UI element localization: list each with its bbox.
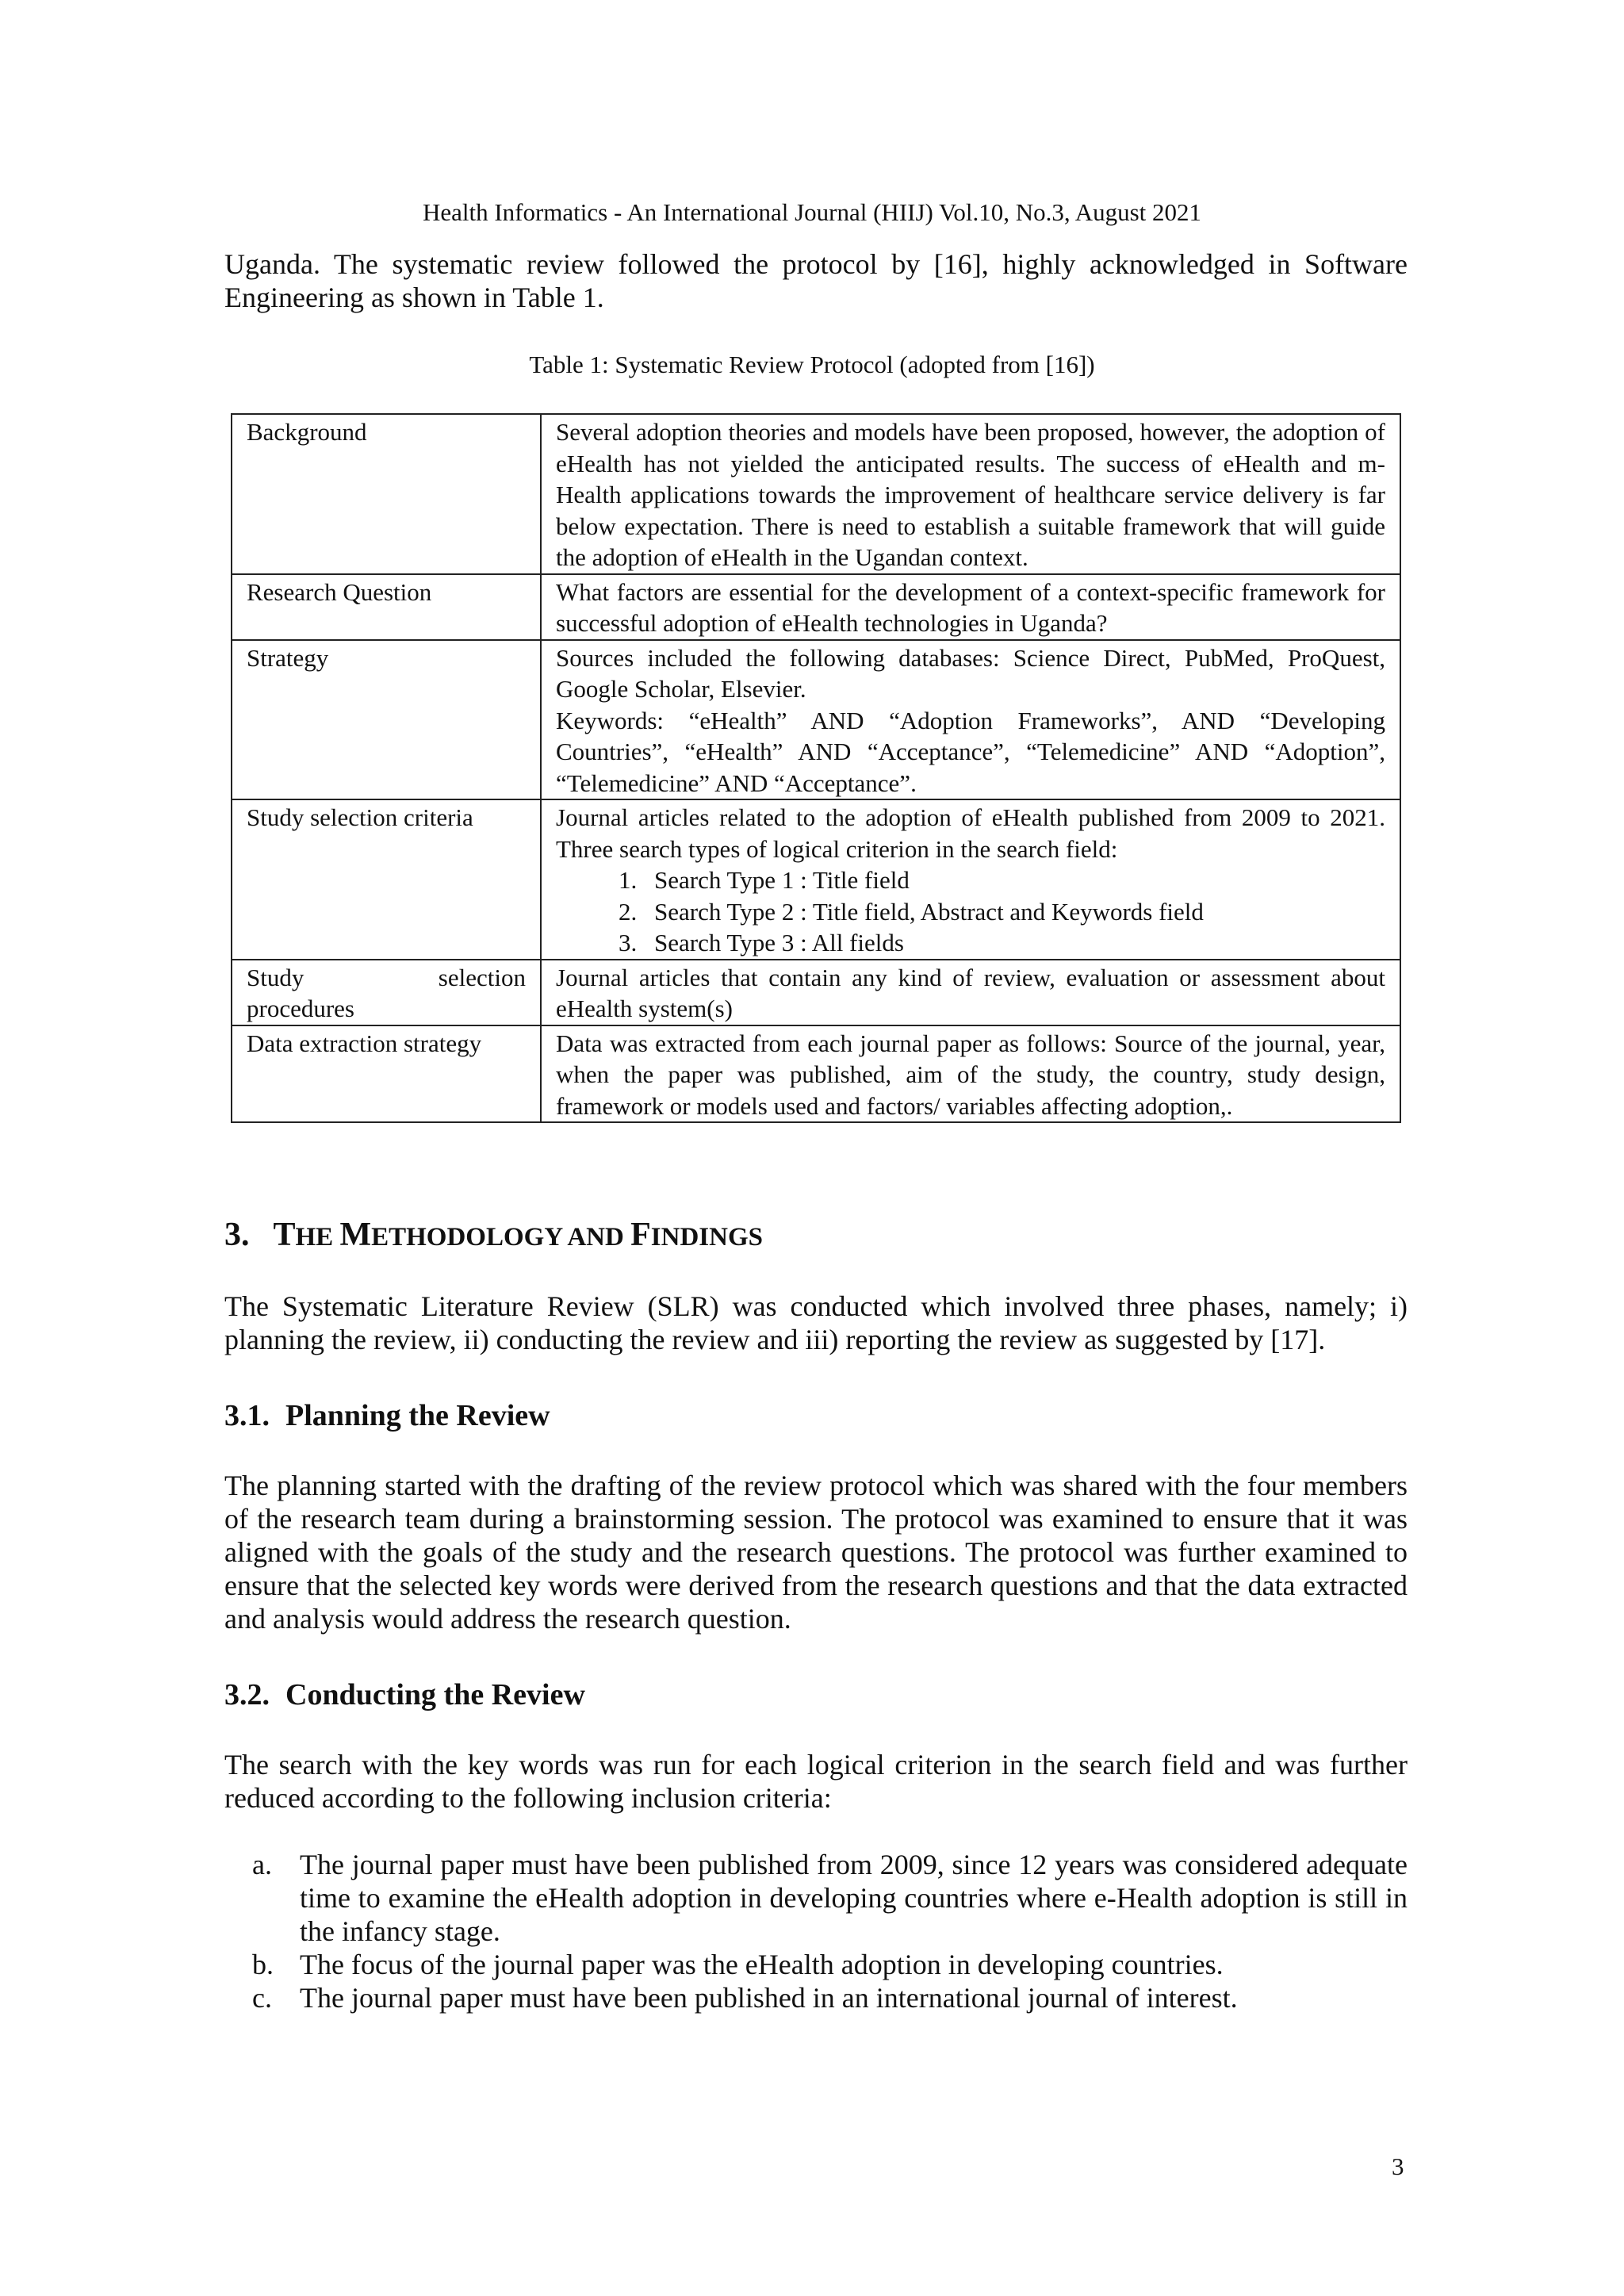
table-row — [232, 640, 1400, 800]
list-item: 2. Search Type 2 : Title field, Abstract and Keywords field — [643, 896, 1385, 928]
planning-paragraph: The planning started with the drafting of the review protocol which was shared with the four members of the research team during a brainstorming session. The protocol was examined to ensure that it was aligned with the goals of the study and the research questions. The protocol was further examined to ensure that the selected key words were derived from the research questions and that the data extracted and analysis would address the research question. — [224, 1470, 1408, 1635]
row-text: Several adoption theories and models have been proposed, however, the adoption of eHealth has not yielded the anticipated results. The success of eHealth and m-Health applications towards the improvement of healthcare service delivery is far below expectation. There is need to establish a suitable framework that will guide the adoption of eHealth in the Ugandan context. — [541, 414, 1400, 574]
list-item — [252, 1948, 1408, 1981]
row-label: Research Question — [232, 574, 541, 640]
table-row — [232, 960, 1400, 1025]
row-text: Journal articles that contain any kind of review, evaluation or assessment about eHealth system(s) — [541, 960, 1400, 1025]
subsection-title: Conducting the Review — [285, 1678, 585, 1711]
row-label-line: procedures — [247, 995, 354, 1022]
table-caption: Table 1: Systematic Review Protocol (adopted from [16]) — [529, 351, 1095, 378]
row-text: Journal articles related to the adoption of eHealth published from 2009 to 2021. Three search types of logical criterion in the search field: — [556, 803, 1385, 863]
list-marker: c. — [252, 1982, 272, 2014]
heading-small-caps: INDINGS — [650, 1223, 763, 1251]
list-marker: a. — [252, 1849, 272, 1880]
row-cell — [541, 799, 1400, 960]
table-row — [232, 414, 1400, 574]
row-label: Strategy — [232, 640, 541, 800]
subsection-number: 3.1. — [224, 1399, 270, 1432]
section-number: 3. — [224, 1217, 250, 1253]
row-text: What factors are essential for the development of a context-specific framework for successful adoption of eHealth technologies in Uganda? — [541, 574, 1400, 640]
list-item: 3. Search Type 3 : All fields — [643, 927, 1385, 959]
page-number: 3 — [1392, 2152, 1404, 2180]
methodology-paragraph: The Systematic Literature Review (SLR) was conducted which involved three phases, namely; i) planning the review, ii) conducting the review and iii) reporting the review as suggested by [17]. — [224, 1290, 1408, 1355]
protocol-table — [231, 413, 1401, 1123]
running-header: Health Informatics - An International Journal (HIIJ) Vol.10, No.3, August 2021 — [422, 198, 1202, 226]
list-item-text: The focus of the journal paper was the eHealth adoption in developing countries. — [300, 1949, 1224, 1980]
row-label-line: Study selection — [247, 963, 526, 991]
subsection-heading — [224, 1397, 550, 1434]
inclusion-criteria-list — [252, 1848, 1408, 2014]
heading-small-caps: HE — [295, 1223, 340, 1251]
row-label: Background — [232, 414, 541, 574]
row-label — [232, 960, 541, 1025]
row-text: Data was extracted from each journal paper as follows: Source of the journal, year, when the paper was published, aim of the study, the country, study design, framework or models used and factors/ variables affecting adoption,. — [541, 1025, 1400, 1123]
subsection-title: Planning the Review — [285, 1399, 550, 1432]
row-text-keywords: Keywords: “eHealth” AND “Adoption Frameworks”, AND “Developing Countries”, “eHealth” AND “Acceptance”, “Telemedicine” AND “Adoption”, “Telemedicine” AND “Acceptance”. — [556, 706, 1385, 797]
table-row — [232, 799, 1400, 960]
heading-cap: M — [339, 1217, 372, 1253]
list-item-text: The journal paper must have been published from 2009, since 12 years was considered adequate time to examine the eHealth adoption in developing countries where e-Health adoption is still in the infancy stage. — [300, 1849, 1408, 1947]
heading-cap: T — [273, 1217, 296, 1253]
intro-paragraph: Uganda. The systematic review followed the protocol by [16], highly acknowledged in Software Engineering as shown in Table 1. — [224, 248, 1408, 313]
conducting-paragraph: The search with the key words was run for each logical criterion in the search field and was further reduced according to the following inclusion criteria: — [224, 1749, 1408, 1814]
list-item — [252, 1981, 1408, 2014]
row-cell — [541, 640, 1400, 800]
list-marker: b. — [252, 1949, 274, 1980]
heading-small-caps: ETHODOLOGY AND — [371, 1223, 631, 1251]
list-item: 1. Search Type 1 : Title field — [643, 864, 1385, 896]
list-item — [252, 1848, 1408, 1948]
search-type-list — [556, 864, 1385, 959]
heading-cap: F — [630, 1217, 651, 1253]
row-text: Sources included the following databases: Science Direct, PubMed, ProQuest, Google Scholar, Elsevier. — [556, 643, 1385, 703]
subsection-heading — [224, 1677, 585, 1713]
row-label: Study selection criteria — [232, 799, 541, 960]
table-row — [232, 1025, 1400, 1123]
list-item-text: The journal paper must have been published in an international journal of interest. — [300, 1982, 1238, 2014]
table-row — [232, 574, 1400, 640]
section-heading — [224, 1215, 763, 1257]
subsection-number: 3.2. — [224, 1678, 270, 1711]
row-label: Data extraction strategy — [232, 1025, 541, 1123]
